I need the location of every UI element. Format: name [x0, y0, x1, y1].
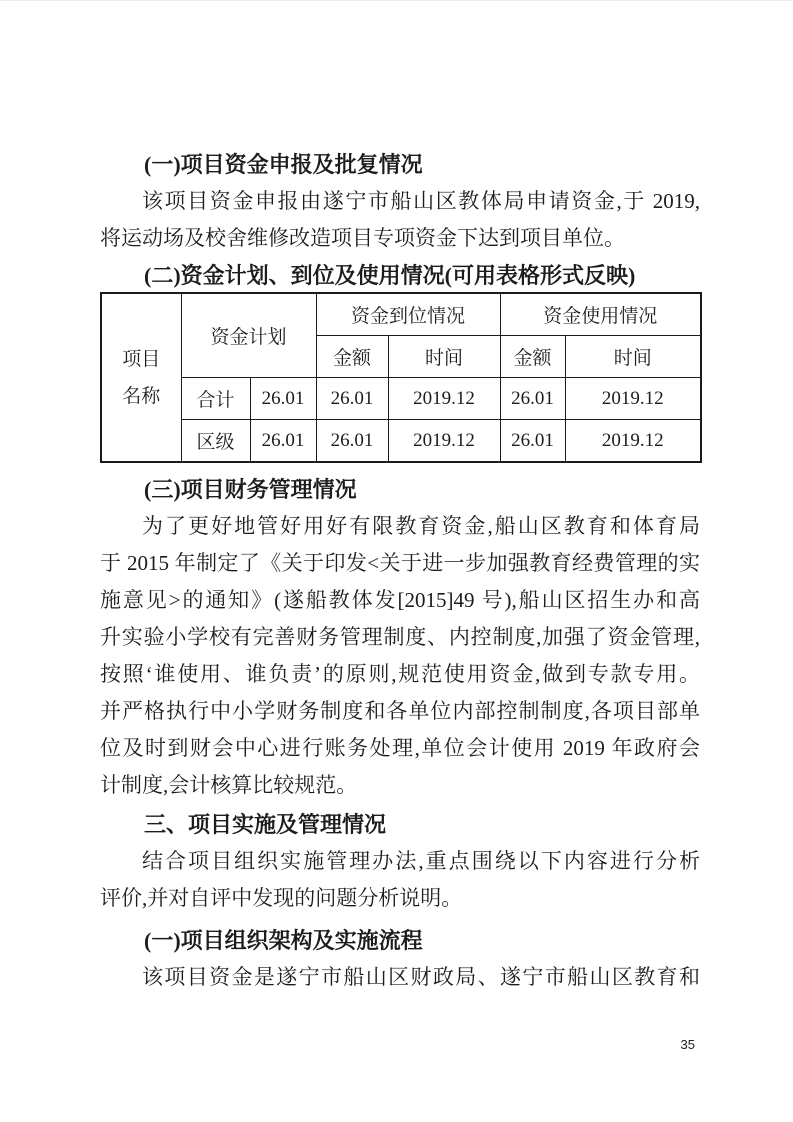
- paragraph-line: 升实验小学校有完善财务管理制度、内控制度,加强了资金管理,: [100, 625, 700, 649]
- paragraph-line: 于 2015 年制定了《关于印发<关于进一步加强教育经费管理的实: [100, 551, 700, 575]
- page-number: 35: [680, 1037, 695, 1052]
- cell-arrival-time-label: 时间: [388, 336, 500, 378]
- paragraph-line: 该项目资金申报由遂宁市船山区教体局申请资金,于 2019,: [142, 189, 700, 213]
- cell-usage-header: 资金使用情况: [500, 293, 701, 336]
- table-row-district: [101, 420, 701, 463]
- cell-arrival-time: 2019.12: [388, 378, 500, 420]
- paragraph-line: 该项目资金是遂宁市船山区财政局、遂宁市船山区教育和: [142, 965, 700, 989]
- cell-row-label: 合计: [181, 378, 250, 420]
- heading-org-structure: (一)项目组织架构及实施流程: [144, 928, 423, 953]
- heading-financial-management: (三)项目财务管理情况: [144, 477, 357, 502]
- cell-usage-time-label: 时间: [565, 336, 701, 378]
- cell-arrival-amount: 26.01: [316, 420, 388, 463]
- paragraph-line: 施意见>的通知》(遂船教体发[2015]49 号),船山区招生办和高: [100, 588, 700, 612]
- paragraph-line: 将运动场及校舍维修改造项目专项资金下达到项目单位。: [100, 226, 625, 250]
- cell-usage-amount: 26.01: [500, 378, 565, 420]
- project-name-line2: 名称: [122, 385, 161, 407]
- cell-usage-time: 2019.12: [565, 378, 701, 420]
- cell-arrival-header: 资金到位情况: [316, 293, 500, 336]
- cell-plan-header: 资金计划: [181, 293, 316, 378]
- cell-arrival-time: 2019.12: [388, 420, 500, 463]
- paragraph-line: 计制度,会计核算比较规范。: [100, 773, 358, 797]
- funds-table: [100, 292, 702, 463]
- paragraph-line: 按照‘谁使用、谁负责’的原则,规范使用资金,做到专款专用。: [100, 662, 700, 686]
- project-name-line1: 项目: [122, 348, 161, 370]
- table-row-total: [101, 378, 701, 420]
- paragraph-line: 结合项目组织实施管理办法,重点围绕以下内容进行分析: [142, 849, 700, 873]
- paragraph-line: 位及时到财会中心进行账务处理,单位会计使用 2019 年政府会: [100, 736, 700, 760]
- document-content: [100, 141, 700, 996]
- cell-row-label: 区级: [181, 420, 250, 463]
- cell-usage-time: 2019.12: [565, 420, 701, 463]
- cell-plan-value: 26.01: [250, 378, 316, 420]
- paragraph-line: 并严格执行中小学财务制度和各单位内部控制制度,各项目部单: [100, 699, 700, 723]
- heading-fund-application: (一)项目资金申报及批复情况: [144, 152, 423, 177]
- heading-fund-plan: (二)资金计划、到位及使用情况(可用表格形式反映): [144, 263, 636, 288]
- heading-implementation: 三、项目实施及管理情况: [144, 812, 387, 837]
- cell-plan-value: 26.01: [250, 420, 316, 463]
- paragraph-line: 评价,并对自评中发现的问题分析说明。: [100, 886, 463, 910]
- paragraph-line: 为了更好地管好用好有限教育资金,船山区教育和体育局: [142, 514, 700, 538]
- cell-arrival-amount: 26.01: [316, 378, 388, 420]
- table-header-row: [101, 293, 701, 336]
- cell-usage-amount-label: 金额: [500, 336, 565, 378]
- cell-arrival-amount-label: 金额: [316, 336, 388, 378]
- cell-usage-amount: 26.01: [500, 420, 565, 463]
- cell-project-name: [101, 293, 181, 462]
